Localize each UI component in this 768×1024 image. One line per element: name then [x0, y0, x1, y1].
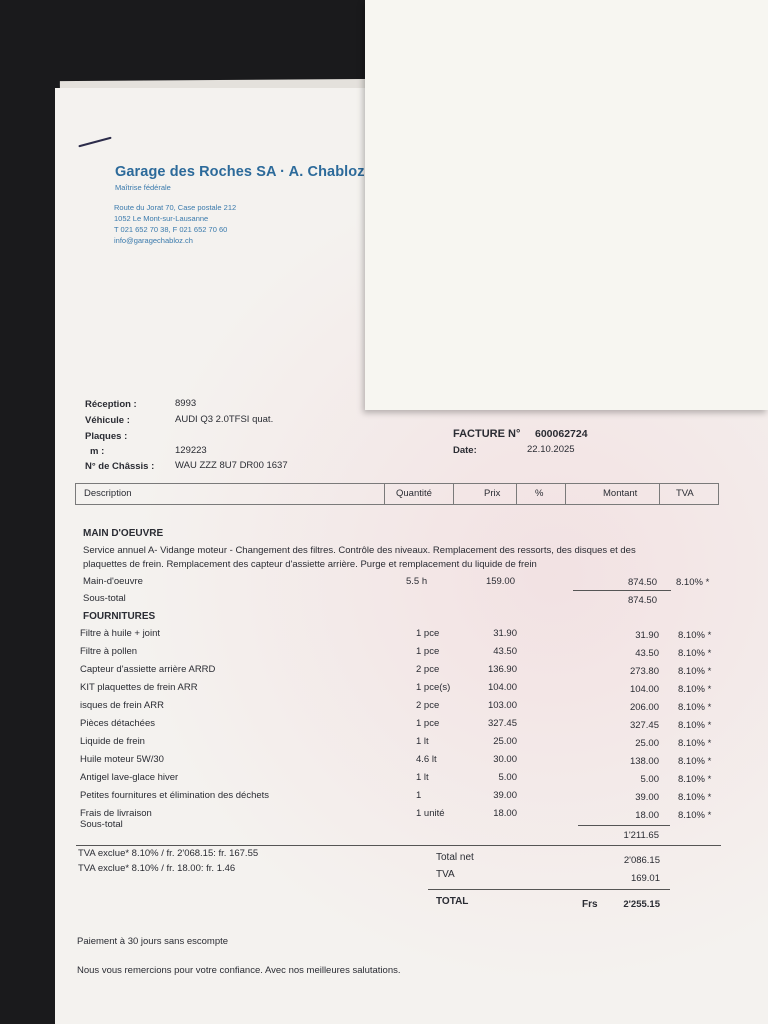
line-item-quantity: 1 pce(s) — [416, 682, 451, 693]
line-item-quantity: 1 lt — [416, 736, 429, 747]
line-item-price: 159.00 — [485, 576, 515, 587]
vehicle-label: Véhicule : — [85, 415, 130, 426]
column-divider — [565, 484, 566, 504]
line-item-price: 43.50 — [493, 646, 517, 657]
column-divider — [516, 484, 517, 504]
vat-total-label: TVA — [436, 869, 455, 880]
line-item-vat: 8.10% * — [678, 720, 712, 731]
line-item-vat: 8.10% * — [678, 630, 712, 641]
labour-description: Service annuel A- Vidange moteur - Changement des filtres. Contrôle des niveaux. Remplacement des ressorts, des disques et des — [83, 545, 636, 556]
line-item-amount: 18.00 — [635, 810, 659, 821]
line-item-price: 39.00 — [493, 790, 517, 801]
line-item-amount: 31.90 — [635, 630, 659, 641]
address-line: Route du Jorat 70, Case postale 212 — [114, 203, 237, 212]
line-item-description: Petites fournitures et élimination des déchets — [80, 790, 270, 801]
phone-line: T 021 652 70 38, F 021 652 70 60 — [114, 225, 228, 234]
column-amount: Montant — [603, 488, 638, 499]
total-label: TOTAL — [436, 896, 469, 907]
line-item-amount: 138.00 — [629, 756, 659, 767]
line-item-amount: 874.50 — [627, 577, 657, 588]
currency-label: Frs — [582, 899, 598, 910]
line-item-quantity: 4.6 lt — [416, 754, 437, 765]
line-item-price: 31.90 — [493, 628, 517, 639]
totals-rule — [76, 845, 721, 846]
email-line: info@garagechabloz.ch — [114, 236, 193, 245]
line-item-description: Antigel lave-glace hiver — [80, 772, 179, 783]
subtotal-rule — [573, 590, 671, 591]
column-vat: TVA — [676, 488, 694, 499]
line-item-quantity: 2 pce — [416, 664, 440, 675]
line-item-amount: 206.00 — [629, 702, 659, 713]
vehicle-value: AUDI Q3 2.0TFSI quat. — [175, 414, 274, 425]
line-item-amount: 25.00 — [635, 738, 659, 749]
line-item-vat: 8.10% * — [678, 792, 712, 803]
labour-description: plaquettes de frein. Remplacement des capteur d'assiette arrière. Purge et remplacement du liquide de frein — [83, 559, 537, 570]
column-divider — [384, 484, 385, 504]
column-description: Description — [84, 488, 132, 499]
line-item-price: 104.00 — [487, 682, 517, 693]
line-item-vat: 8.10% * — [678, 648, 712, 659]
line-item-amount: 104.00 — [629, 684, 659, 695]
line-item-quantity: 1 pce — [416, 628, 440, 639]
line-item-description: KIT plaquettes de frein ARR — [80, 682, 198, 693]
line-item-vat: 8.10% * — [678, 738, 712, 749]
km-label: m : — [90, 446, 105, 457]
line-item-amount: 39.00 — [635, 792, 659, 803]
line-item-amount: 43.50 — [635, 648, 659, 659]
line-item-description: Filtre à pollen — [80, 646, 138, 657]
line-item-amount: 327.45 — [629, 720, 659, 731]
line-item-vat: 8.10% * — [678, 756, 712, 767]
company-name: Garage des Roches SA · A. Chabloz — [115, 164, 365, 180]
line-item-description: Capteur d'assiette arrière ARRD — [80, 664, 216, 675]
company-subtitle: Maîtrise fédérale — [115, 183, 171, 192]
line-item-description: Huile moteur 5W/30 — [80, 754, 164, 765]
total-value: 2'255.15 — [623, 899, 660, 910]
line-item-description: Main-d'oeuvre — [83, 576, 143, 587]
line-item-price: 5.00 — [498, 772, 517, 783]
column-price: Prix — [484, 488, 501, 499]
line-item-description: Frais de livraison — [80, 808, 152, 819]
labour-title: MAIN D'OEUVRE — [83, 528, 164, 539]
km-value: 129223 — [175, 445, 207, 456]
vat-total-value: 169.01 — [630, 873, 660, 884]
overlay-paper-sheet — [365, 0, 768, 410]
line-item-description: Filtre à huile + joint — [80, 628, 160, 639]
payment-terms: Paiement à 30 jours sans escompte — [77, 936, 229, 947]
labour-subtotal-label: Sous-total — [83, 593, 126, 604]
line-item-price: 103.00 — [487, 700, 517, 711]
line-item-price: 30.00 — [493, 754, 517, 765]
total-net-value: 2'086.15 — [623, 855, 660, 866]
supplies-subtotal-label: Sous-total — [80, 819, 123, 830]
total-rule — [428, 889, 670, 890]
line-item-quantity: 1 — [416, 790, 422, 801]
chassis-label: N° de Châssis : — [85, 461, 155, 472]
line-item-description: Pièces détachées — [80, 718, 155, 729]
line-item-price: 18.00 — [493, 808, 517, 819]
total-net-label: Total net — [436, 852, 474, 863]
line-item-vat: 8.10% * — [678, 666, 712, 677]
vat-note: TVA exclue* 8.10% / fr. 2'068.15: fr. 167.55 — [78, 848, 259, 859]
line-item-description: Liquide de frein — [80, 736, 145, 747]
supplies-subtotal-value: 1'211.65 — [623, 830, 659, 841]
line-item-quantity: 2 pce — [416, 700, 440, 711]
date-value: 22.10.2025 — [527, 444, 575, 455]
line-item-price: 136.90 — [487, 664, 517, 675]
line-item-quantity: 1 unité — [416, 808, 445, 819]
table-header — [75, 483, 719, 505]
line-item-quantity: 1 pce — [416, 646, 440, 657]
invoice-number: 600062724 — [535, 428, 588, 440]
reception-label: Réception : — [85, 399, 137, 410]
chassis-value: WAU ZZZ 8U7 DR00 1637 — [175, 460, 288, 471]
vat-note: TVA exclue* 8.10% / fr. 18.00: fr. 1.46 — [78, 863, 236, 874]
supplies-title: FOURNITURES — [83, 611, 156, 622]
line-item-description: isques de frein ARR — [80, 700, 164, 711]
line-item-vat: 8.10% * — [678, 810, 712, 821]
reception-value: 8993 — [175, 398, 197, 409]
invoice-label: FACTURE N° — [453, 428, 521, 440]
line-item-vat: 8.10% * — [678, 774, 712, 785]
line-item-quantity: 1 pce — [416, 718, 440, 729]
date-label: Date: — [453, 445, 477, 456]
line-item-amount: 273.80 — [629, 666, 659, 677]
subtotal-rule — [578, 825, 670, 826]
line-item-price: 327.45 — [487, 718, 517, 729]
line-item-amount: 5.00 — [640, 774, 659, 785]
column-quantity: Quantité — [396, 488, 432, 499]
column-divider — [659, 484, 660, 504]
line-item-vat: 8.10% * — [678, 702, 712, 713]
line-item-vat: 8.10% * — [676, 577, 710, 588]
closing-message: Nous vous remercions pour votre confiance. Avec nos meilleures salutations. — [77, 965, 401, 976]
labour-subtotal-value: 874.50 — [627, 595, 657, 606]
line-item-price: 25.00 — [493, 736, 517, 747]
line-item-vat: 8.10% * — [678, 684, 712, 695]
line-item-quantity: 1 lt — [416, 772, 429, 783]
line-item-quantity: 5.5 h — [406, 576, 428, 587]
column-percent: % — [535, 488, 544, 499]
plates-label: Plaques : — [85, 431, 128, 442]
address-line: 1052 Le Mont-sur-Lausanne — [114, 214, 209, 223]
column-divider — [453, 484, 454, 504]
